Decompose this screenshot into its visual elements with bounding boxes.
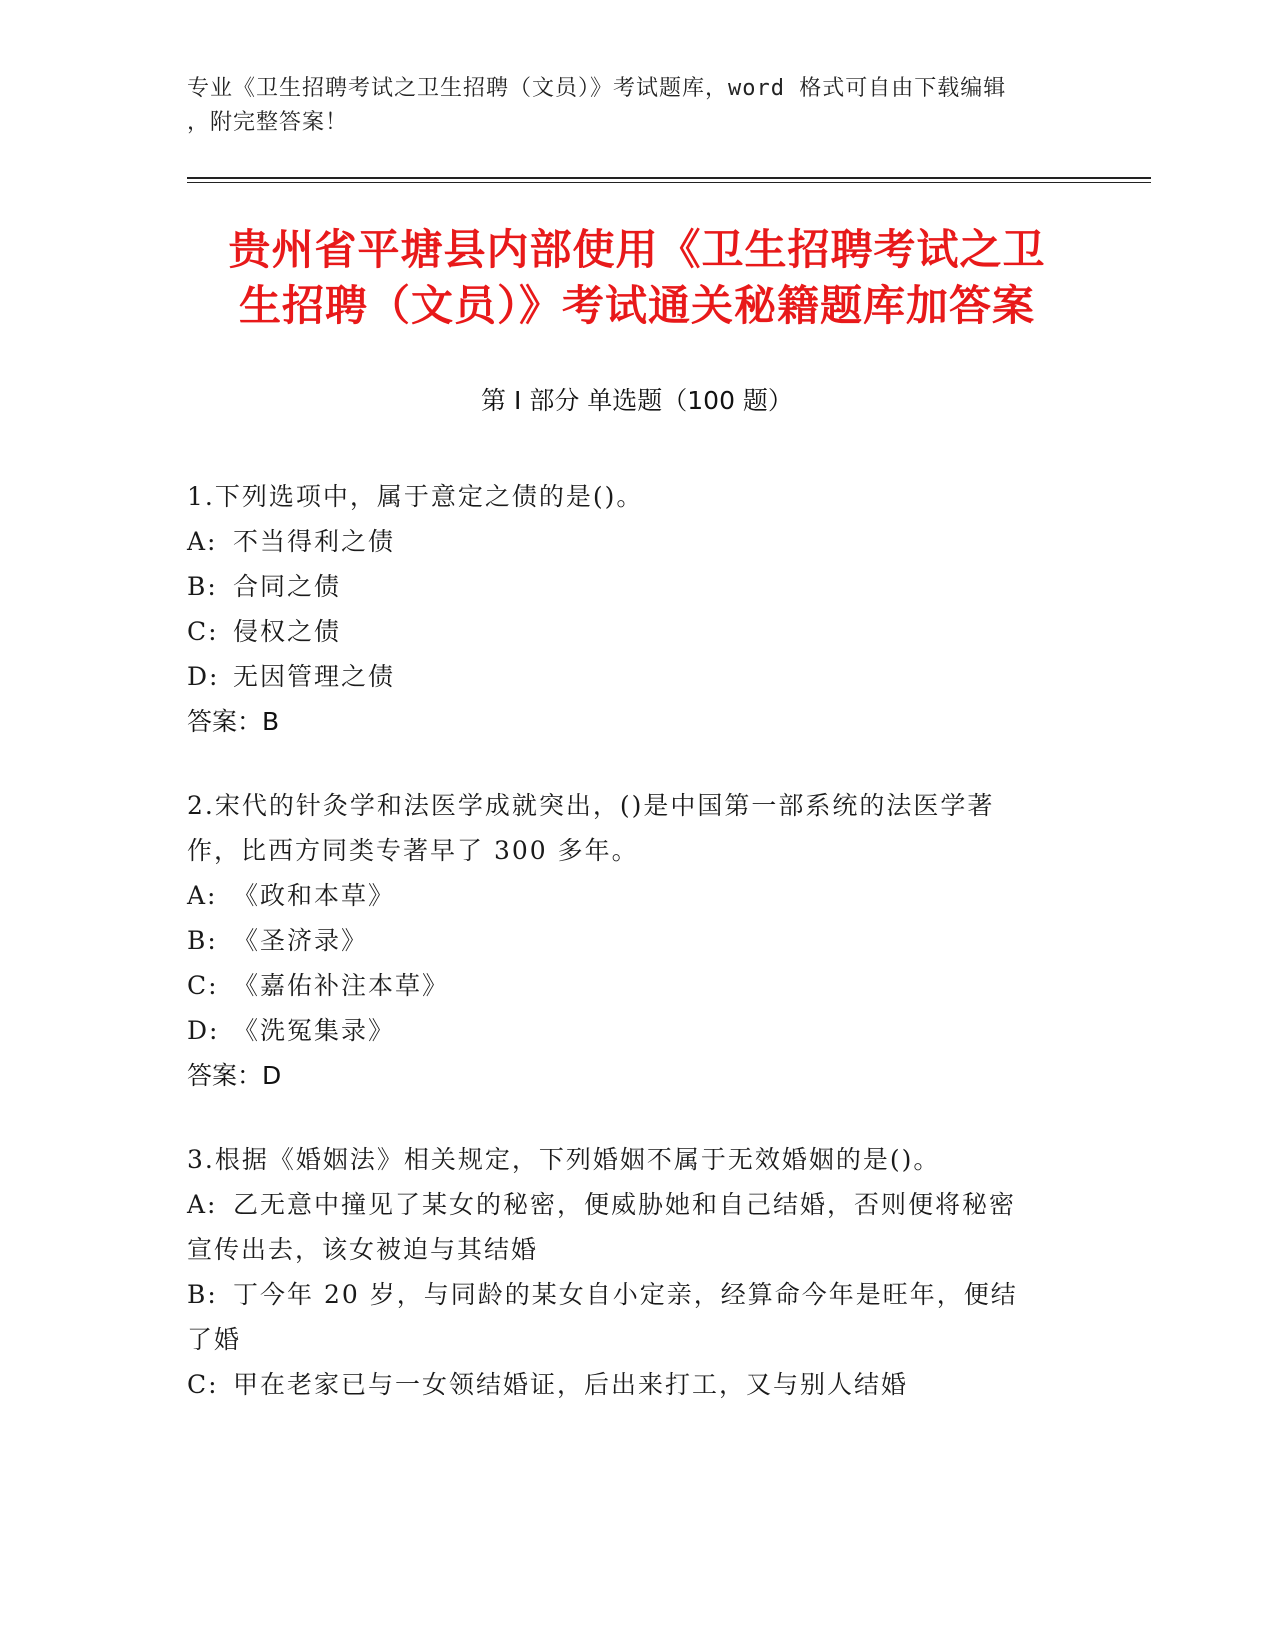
option-text: 《圣济录》 [233, 926, 369, 955]
header-note-line-2: ，附完整答案！ [187, 110, 349, 135]
option-text: 无因管理之债 [233, 662, 396, 691]
option-key: B: [187, 572, 218, 601]
question-option [187, 609, 1087, 654]
document-title-line-1: 贵州省平塘县内部使用《卫生招聘考试之卫 [228, 225, 1046, 274]
question-option-continued: 了婚 [187, 1325, 242, 1354]
question-option [187, 918, 1087, 963]
question-answer: 答案：B [187, 707, 280, 736]
question-list [187, 474, 1087, 1445]
option-key: A: [187, 527, 218, 556]
question-option [187, 654, 1087, 699]
question-answer: 答案：D [187, 1061, 282, 1090]
question-stem: 1.下列选项中，属于意定之债的是()。 [187, 482, 644, 511]
question-option [187, 873, 1087, 918]
option-key: D: [187, 1016, 220, 1045]
question-stem: 3.根据《婚姻法》相关规定，下列婚姻不属于无效婚姻的是()。 [187, 1145, 941, 1174]
section-title: 第 I 部分 单选题（100 题） [481, 386, 793, 415]
document-title-line-2: 生招聘（文员）》考试通关秘籍题库加答案 [238, 281, 1035, 330]
option-key: C: [187, 617, 219, 646]
question-option [187, 1362, 1087, 1407]
option-text: 侵权之债 [233, 617, 342, 646]
option-key: D: [187, 662, 220, 691]
option-key: C: [187, 1370, 219, 1399]
option-key: C: [187, 971, 219, 1000]
option-text: 甲在老家已与一女领结婚证，后出来打工，又与别人结婚 [233, 1370, 909, 1399]
option-text: 合同之债 [233, 572, 342, 601]
document-title [187, 222, 1087, 334]
question-item [187, 474, 1087, 745]
question-option [187, 1272, 1087, 1317]
question-option [187, 564, 1087, 609]
header-note [187, 72, 1067, 140]
header-rule-thick [187, 177, 1151, 179]
header-note-line-1: 专业《卫生招聘考试之卫生招聘（文员）》考试题库，word 格式可自由下载编辑 [187, 76, 1007, 101]
option-key: B: [187, 1280, 218, 1309]
question-option [187, 1182, 1087, 1227]
question-item [187, 1137, 1087, 1407]
option-text: 《洗冤集录》 [233, 1016, 396, 1045]
question-option-continued: 宣传出去，该女被迫与其结婚 [187, 1235, 539, 1264]
option-text: 丁今年 20 岁，与同龄的某女自小定亲，经算命今年是旺年，便结 [233, 1280, 1018, 1309]
question-stem-continued: 作，比西方同类专著早了 300 多年。 [187, 836, 639, 865]
option-text: 《政和本草》 [233, 881, 396, 910]
question-option [187, 963, 1087, 1008]
question-stem: 2.宋代的针灸学和法医学成就突出，()是中国第一部系统的法医学著 [187, 791, 995, 820]
header-rule-thin [187, 182, 1151, 183]
question-option [187, 1008, 1087, 1053]
option-text: 不当得利之债 [233, 527, 396, 556]
question-item [187, 783, 1087, 1099]
option-key: A: [187, 881, 218, 910]
option-key: A: [187, 1190, 218, 1219]
option-key: B: [187, 926, 218, 955]
option-text: 《嘉佑补注本草》 [233, 971, 450, 1000]
option-text: 乙无意中撞见了某女的秘密，便威胁她和自己结婚，否则便将秘密 [233, 1190, 1017, 1219]
question-option [187, 519, 1087, 564]
